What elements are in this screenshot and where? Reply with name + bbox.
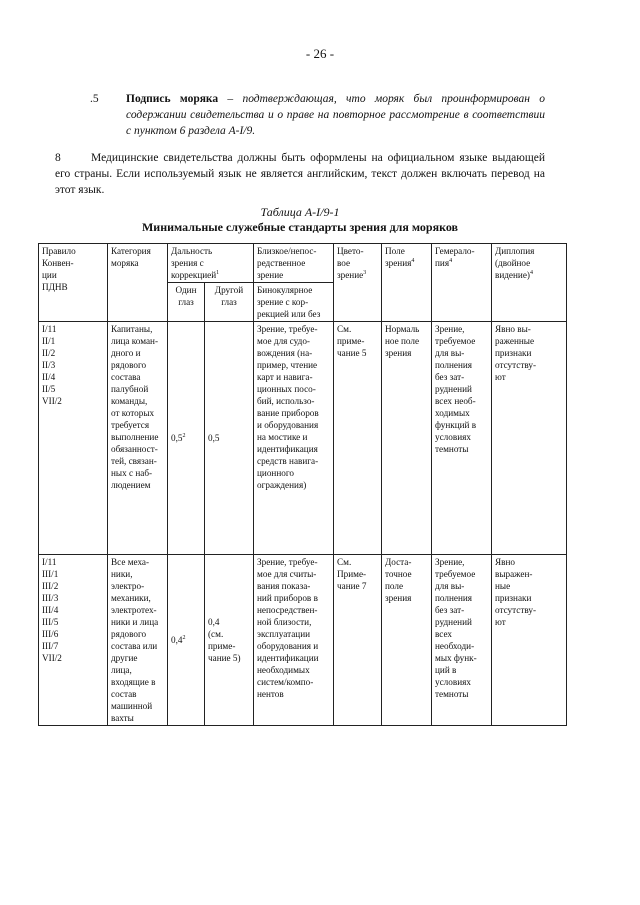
signature-item-text — [126, 91, 545, 139]
cell-color: См. Приме- чание 7 — [334, 555, 382, 726]
header-field-footnote: 4 — [411, 257, 415, 264]
header-field-label: Поле зрения — [385, 246, 412, 268]
header-near: Близкое/непос- редственное зрение — [254, 244, 334, 283]
paragraph-8-text: Медицинские свидетельства должны быть оформлены на официальном языке выдающей его страны. Если используемый язык не является английским, текст должен включать перевод на этот язык. — [55, 152, 545, 196]
cell-one-eye-value: 0,4 — [171, 635, 183, 645]
header-distance — [168, 244, 254, 283]
header-field — [382, 244, 432, 322]
paragraph-8-number: 8 — [55, 152, 61, 164]
cell-category: Все меха- ники, электро- механики, электротех- ники и лица рядового состава или другие лица, входящие в состав машинной вахты — [108, 555, 168, 726]
vision-standards-table — [38, 243, 567, 726]
signature-item — [90, 91, 545, 139]
cell-hemeralopia: Зрение, требуемое для вы- полнения без зат- руднений всех необ- ходимых функций в условиях темноты — [432, 322, 492, 555]
header-distance-footnote: 1 — [216, 269, 220, 276]
table-row — [39, 322, 567, 555]
header-diplopia-footnote: 4 — [529, 269, 533, 276]
table-row — [39, 555, 567, 726]
table-header-row — [39, 244, 567, 283]
cell-near: Зрение, требуе- мое для судо- вождения (на- пример, чтение карт и навига- ционных посо- бий, использо- вание приборов и оборудования на мостике и идентификация средств навига- ционного ограждения) — [254, 322, 334, 555]
cell-rules: I/11 III/1 III/2 III/3 III/4 III/5 III/6 III/7 VII/2 — [39, 555, 108, 726]
cell-diplopia: Явно вы- раженные признаки отсутству- ют — [492, 322, 567, 555]
signature-item-dash: – — [218, 93, 243, 105]
paragraph-8 — [55, 150, 545, 198]
cell-one-eye-value: 0,5 — [171, 433, 183, 443]
cell-field: Доста- точное поле зрения — [382, 555, 432, 726]
header-distance-label: Дальность зрения с коррекцией — [171, 246, 217, 280]
header-other-eye: Другой глаз — [205, 283, 254, 322]
header-one-eye: Один глаз — [168, 283, 205, 322]
signature-item-title: Подпись моряка — [126, 93, 219, 105]
signature-item-description: подтверждающая, что моряк был проинформирован о содержании свидетельства и о праве на повторное рассмотрение в соответствии с пунктом 6 раздела A-I/9. — [126, 93, 546, 137]
header-category: Категория моряка — [108, 244, 168, 322]
header-color — [334, 244, 382, 322]
cell-one-eye-footnote: 2 — [182, 634, 186, 641]
table-label: Таблица A-I/9-1 — [260, 205, 340, 219]
header-diplopia-label: Диплопия (двойное видение) — [495, 246, 535, 280]
cell-other-eye: 0,4 (см. приме- чание 5) — [205, 555, 254, 726]
cell-rules: I/11 II/1 II/2 II/3 II/4 II/5 VII/2 — [39, 322, 108, 555]
cell-category: Капитаны, лица коман- дного и рядового состава палубной команды, от которых требуется выполнение обязанност- тей, связан- ных с наб- людением — [108, 322, 168, 555]
cell-color: См. приме- чание 5 — [334, 322, 382, 555]
header-hemeralopia-label: Гемерало- пия — [435, 246, 475, 268]
cell-one-eye-footnote: 2 — [182, 432, 186, 439]
header-rule: Правило Конвен- ции ПДНВ — [39, 244, 108, 322]
cell-diplopia: Явно выражен- ные признаки отсутству- ют — [492, 555, 567, 726]
cell-near: Зрение, требуе- мое для считы- вания показа- ний приборов в непосредствен- ной близости, эксплуатации оборудования и идентификации необходимых систем/компо- нентов — [254, 555, 334, 726]
header-near-binocular: Бинокулярное зрение с кор- рекцией или без — [254, 283, 334, 322]
header-diplopia — [492, 244, 567, 322]
header-hemeralopia — [432, 244, 492, 322]
cell-one-eye — [168, 322, 205, 555]
cell-field: Нормаль ное поле зрения — [382, 322, 432, 555]
table-title: Минимальные служебные стандарты зрения для моряков — [141, 220, 459, 234]
header-color-label: Цвето- вое зрение — [337, 246, 364, 280]
cell-other-eye: 0,5 — [205, 322, 254, 555]
header-color-footnote: 3 — [363, 269, 367, 276]
cell-one-eye — [168, 555, 205, 726]
signature-item-number: .5 — [90, 93, 99, 105]
header-hemeralopia-footnote: 4 — [449, 257, 453, 264]
table-caption — [55, 205, 545, 235]
page-number: - 26 - — [305, 46, 335, 61]
cell-hemeralopia: Зрение, требуемое для вы- полнения без зат- руднений всех необходи- мых функ- ций в условиях темноты — [432, 555, 492, 726]
